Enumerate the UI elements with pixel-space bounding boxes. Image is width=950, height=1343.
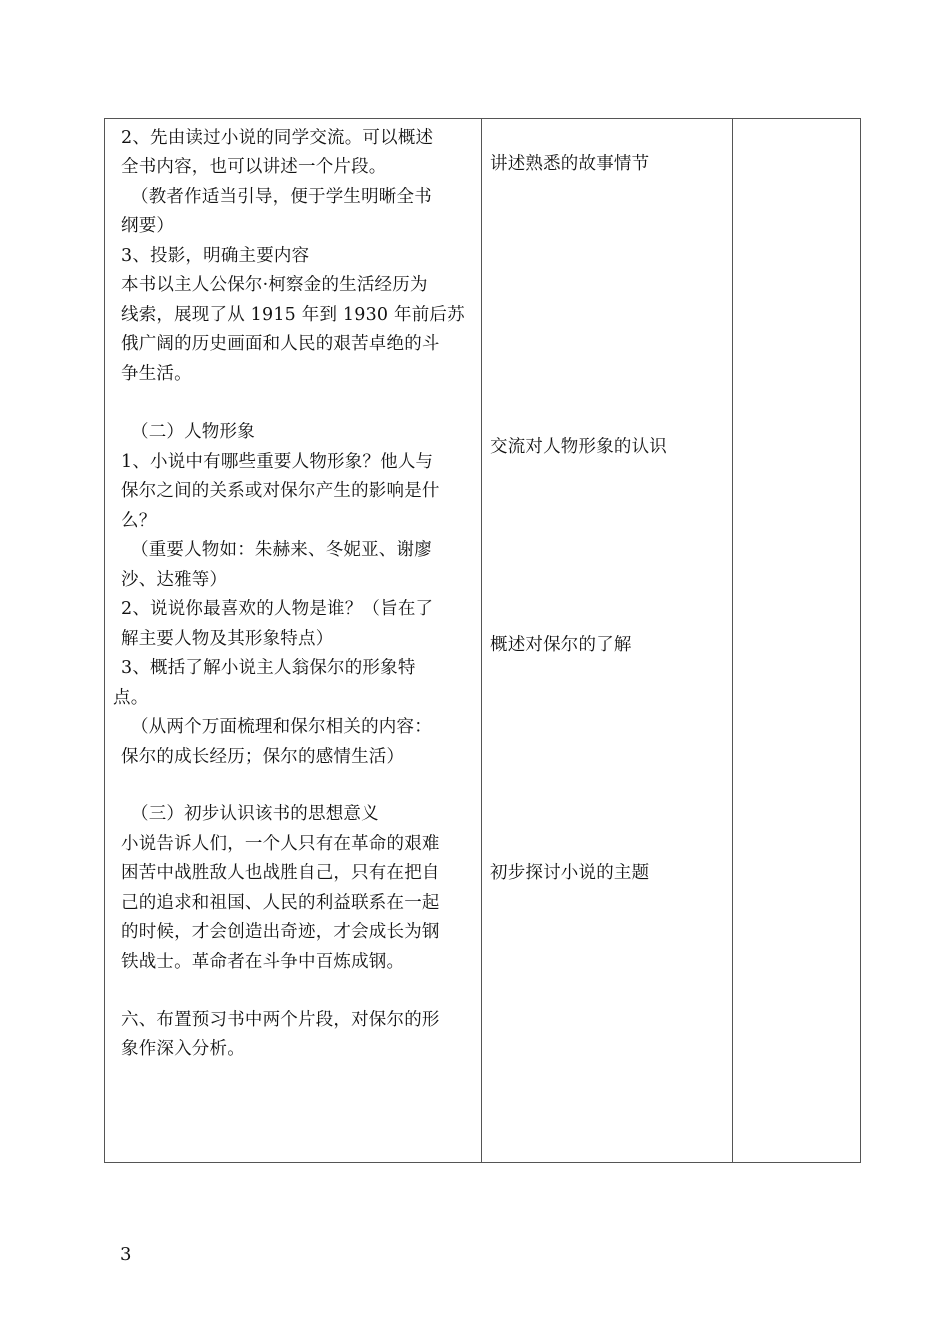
notes-cell xyxy=(733,119,861,1163)
page-number: 3 xyxy=(120,1244,132,1265)
content-line: 沙、达雅等） xyxy=(121,570,228,590)
content-line: 点。 xyxy=(113,688,149,708)
content-line: 的时候，才会创造出奇迹，才会成长为钢 xyxy=(121,922,440,942)
content-line: 保尔的成长经历；保尔的感情生活） xyxy=(121,747,405,767)
content-line: 争生活。 xyxy=(121,364,192,384)
content-line: （教者作适当引导，便于学生明晰全书 xyxy=(131,187,432,207)
content-line: 六、布置预习书中两个片段，对保尔的形 xyxy=(121,1010,440,1030)
content-line: 小说告诉人们，一个人只有在革命的艰难 xyxy=(121,834,440,854)
content-line: 象作深入分析。 xyxy=(121,1039,245,1059)
student-activity-cell xyxy=(482,119,733,1163)
content-line: 么？ xyxy=(121,511,157,531)
content-line: 保尔之间的关系或对保尔产生的影响是什 xyxy=(121,481,440,501)
activity-line: 概述对保尔的了解 xyxy=(490,635,632,655)
content-line: 纲要） xyxy=(121,216,175,236)
content-line: 本书以主人公保尔·柯察金的生活经历为 xyxy=(121,275,428,295)
content-line: 3、概括了解小说主人翁保尔的形象特 xyxy=(121,658,416,678)
section-heading: （二）人物形象 xyxy=(131,422,255,442)
table-row xyxy=(105,119,861,1163)
teaching-content-cell xyxy=(105,119,482,1163)
content-line: （从两个万面梳理和保尔相关的内容： xyxy=(131,717,432,737)
lesson-plan-table xyxy=(104,118,861,1163)
content-line: 线索，展现了从 1915 年到 1930 年前后苏 xyxy=(121,305,465,325)
activity-line: 初步探讨小说的主题 xyxy=(490,863,650,883)
content-line: 己的追求和祖国、人民的利益联系在一起 xyxy=(121,893,440,913)
content-line: 2、先由读过小说的同学交流。可以概述 xyxy=(121,128,434,148)
content-line: 困苦中战胜敌人也战胜自己，只有在把自 xyxy=(121,863,440,883)
content-line: 3、投影，明确主要内容 xyxy=(121,246,310,266)
content-line: 全书内容，也可以讲述一个片段。 xyxy=(121,157,387,177)
content-line: 铁战士。革命者在斗争中百炼成钢。 xyxy=(121,952,405,972)
content-line: 2、说说你最喜欢的人物是谁？（旨在了 xyxy=(121,599,434,619)
content-line: 解主要人物及其形象特点） xyxy=(121,629,334,649)
content-line: （重要人物如：朱赫来、冬妮亚、谢廖 xyxy=(131,540,432,560)
content-line: 1、小说中有哪些重要人物形象？他人与 xyxy=(121,452,434,472)
activity-line: 讲述熟悉的故事情节 xyxy=(490,154,650,174)
section-heading: （三）初步认识该书的思想意义 xyxy=(131,804,379,824)
activity-line: 交流对人物形象的认识 xyxy=(490,437,667,457)
content-line: 俄广阔的历史画面和人民的艰苦卓绝的斗 xyxy=(121,334,440,354)
